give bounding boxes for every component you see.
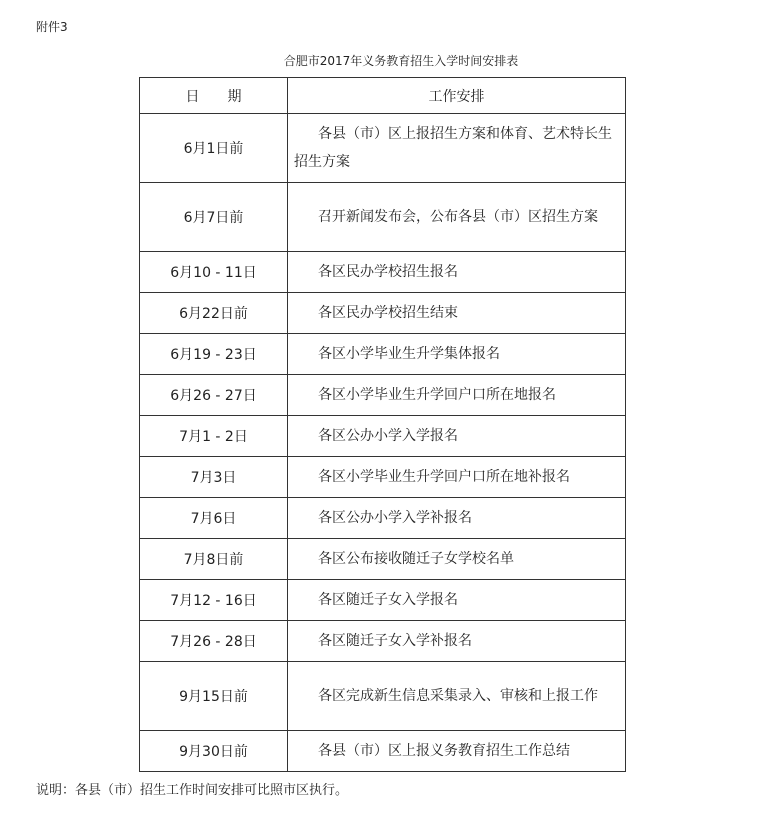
schedule-table — [139, 77, 626, 772]
row-work: 各县（市）区上报义务教育招生工作总结 — [288, 731, 626, 772]
row-work: 各区完成新生信息采集录入、审核和上报工作 — [288, 662, 626, 731]
table-row — [140, 293, 626, 334]
row-date: 7月12 - 16日 — [140, 580, 288, 621]
row-work: 各区小学毕业生升学回户口所在地报名 — [288, 375, 626, 416]
row-date: 7月8日前 — [140, 539, 288, 580]
table-row — [140, 580, 626, 621]
row-work: 各区公布接收随迁子女学校名单 — [288, 539, 626, 580]
table-row — [140, 731, 626, 772]
table-header-row — [140, 78, 626, 114]
row-date: 6月7日前 — [140, 183, 288, 252]
table-row — [140, 457, 626, 498]
row-work: 各区公办小学入学补报名 — [288, 498, 626, 539]
table-row — [140, 375, 626, 416]
footnote: 说明：各县（市）招生工作时间安排可比照市区执行。 — [36, 783, 349, 798]
column-header-work: 工作安排 — [288, 78, 626, 114]
row-work: 各区小学毕业生升学回户口所在地补报名 — [288, 457, 626, 498]
row-date: 6月22日前 — [140, 293, 288, 334]
row-work: 召开新闻发布会，公布各县（市）区招生方案 — [288, 183, 626, 252]
attachment-label: 附件3 — [36, 20, 68, 34]
table-row — [140, 334, 626, 375]
table-row — [140, 539, 626, 580]
row-date: 7月3日 — [140, 457, 288, 498]
row-work: 各区小学毕业生升学集体报名 — [288, 334, 626, 375]
row-work: 各区民办学校招生结束 — [288, 293, 626, 334]
column-header-date: 日 期 — [140, 78, 288, 114]
row-date: 6月10 - 11日 — [140, 252, 288, 293]
row-date: 9月30日前 — [140, 731, 288, 772]
row-date: 7月1 - 2日 — [140, 416, 288, 457]
table-row — [140, 252, 626, 293]
row-date: 7月26 - 28日 — [140, 621, 288, 662]
table-row — [140, 498, 626, 539]
table-row — [140, 621, 626, 662]
row-date: 6月19 - 23日 — [140, 334, 288, 375]
row-work: 各县（市）区上报招生方案和体育、艺术特长生招生方案 — [288, 114, 626, 183]
table-title: 合肥市2017年义务教育招生入学时间安排表 — [283, 54, 519, 68]
table-row — [140, 114, 626, 183]
table-row — [140, 662, 626, 731]
row-date: 9月15日前 — [140, 662, 288, 731]
row-date: 7月6日 — [140, 498, 288, 539]
table-row — [140, 416, 626, 457]
row-date: 6月1日前 — [140, 114, 288, 183]
row-work: 各区随迁子女入学补报名 — [288, 621, 626, 662]
row-date: 6月26 - 27日 — [140, 375, 288, 416]
row-work: 各区公办小学入学报名 — [288, 416, 626, 457]
row-work: 各区随迁子女入学报名 — [288, 580, 626, 621]
row-work: 各区民办学校招生报名 — [288, 252, 626, 293]
table-row — [140, 183, 626, 252]
